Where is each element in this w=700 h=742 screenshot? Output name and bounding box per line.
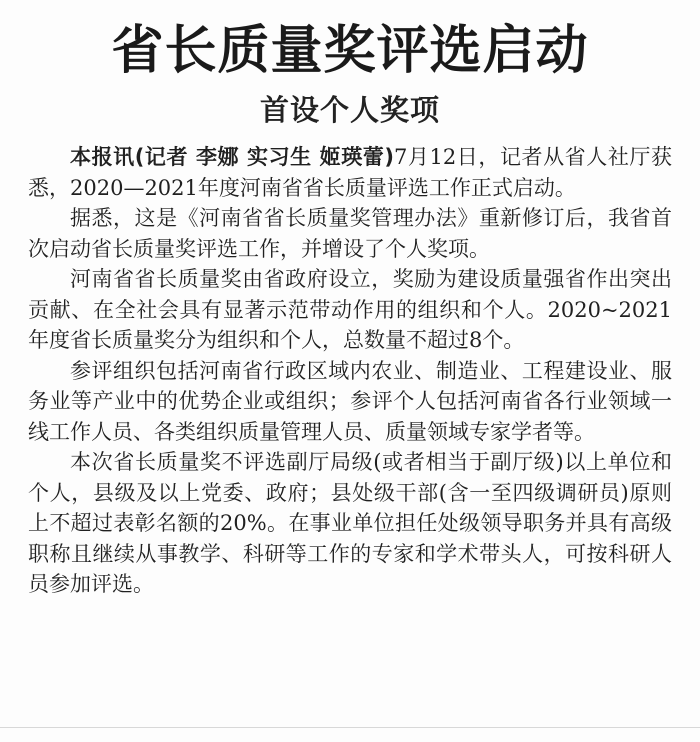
headline: 省长质量奖评选启动 bbox=[111, 21, 589, 81]
paragraph-4: 参评组织包括河南省行政区域内农业、制造业、工程建设业、服务业等产业中的优势企业或组织；参评个人包括河南省各行业领域一线工作人员、各类组织质量管理人员、质量领域专家学者等。 bbox=[28, 358, 672, 444]
subtitle: 首设个人奖项 bbox=[259, 93, 440, 127]
paragraph-1-text: 7月12日，记者从省人社厅获悉，2020—2021年度河南省省长质量评选工作正式启动。 bbox=[28, 145, 672, 200]
paragraph-2: 据悉，这是《河南省省长质量奖管理办法》重新修订后，我省首次启动省长质量奖评选工作，并增设了个人奖项。 bbox=[28, 206, 672, 261]
paragraph-5: 本次省长质量奖不评选副厅局级(或者相当于副厅级)以上单位和个人，县级及以上党委、政府；县处级干部(含一至四级调研员)原则上不超过表彰名额的20%。在事业单位担任处级领导职务并具有高级职称且继续从事教学、科研等工作的专家和学术带头人，可按科研人员参加评选。 bbox=[28, 450, 672, 596]
paragraph-3: 河南省省长质量奖由省政府设立，奖励为建设质量强省作出突出贡献、在全社会具有显著示范带动作用的组织和个人。2020~2021年度省长质量奖分为组织和个人，总数量不超过8个。 bbox=[28, 267, 672, 352]
byline: 本报讯(记者 李娜 实习生 姬瑛蕾) bbox=[70, 145, 394, 169]
article-body bbox=[28, 142, 672, 600]
bottom-divider bbox=[0, 727, 700, 728]
paragraph-1 bbox=[28, 142, 672, 203]
